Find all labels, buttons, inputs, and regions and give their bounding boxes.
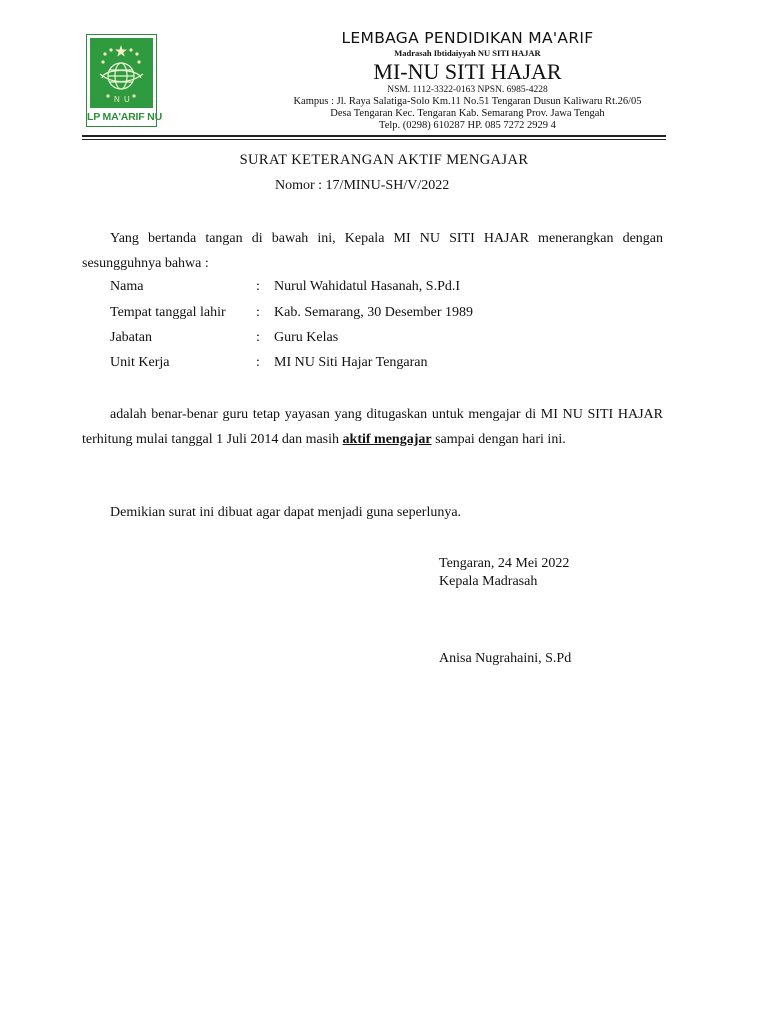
field-colon: :	[256, 279, 260, 294]
logo-emblem	[90, 38, 153, 108]
intro-paragraph: Yang bertanda tangan di bawah ini, Kepala MI NU SITI HAJAR menerangkan dengan sesungguhnya bahwa :	[82, 231, 663, 271]
phone-line: Telp. (0298) 610287 HP. 085 7272 2929 4	[379, 120, 556, 131]
header-divider-thin	[82, 139, 666, 140]
field-colon: :	[256, 355, 260, 370]
nu-globe-icon	[90, 38, 153, 108]
letter-number: Nomor : 17/MINU-SH/V/2022	[275, 178, 450, 193]
place-date: Tengaran, 24 Mei 2022	[439, 556, 570, 571]
school-ids: NSM. 1112-3322-0163 NPSN. 6985-4228	[387, 85, 548, 95]
field-label: Jabatan	[110, 330, 152, 345]
field-colon: :	[256, 305, 260, 320]
institution-name: LEMBAGA PENDIDIKAN MA'ARIF	[341, 29, 594, 47]
header-divider-thick	[82, 135, 666, 137]
body-emphasis: aktif mengajar	[342, 432, 432, 447]
signer-name: Anisa Nugrahaini, S.Pd	[439, 651, 572, 666]
field-label: Tempat tanggal lahir	[110, 305, 226, 320]
body-text-before: adalah benar-benar guru tetap yayasan yang ditugaskan untuk mengajar di MI NU SITI HAJAR terhitung mulai tanggal 1 Juli 2014 dan masih	[82, 407, 663, 447]
field-colon: :	[256, 330, 260, 345]
field-value: Nurul Wahidatul Hasanah, S.Pd.I	[274, 279, 461, 294]
address-line-1: Kampus : Jl. Raya Salatiga-Solo Km.11 No.51 Tengaran Dusun Kaliwaru Rt.26/05	[293, 96, 642, 107]
field-label: Unit Kerja	[110, 355, 170, 370]
field-value: MI NU Siti Hajar Tengaran	[274, 355, 428, 370]
body-paragraph	[82, 402, 663, 452]
logo-text: LP MA'ARIF NU	[87, 111, 162, 123]
address-line-2: Desa Tengaran Kec. Tengaran Kab. Semarang Prov. Jawa Tengah	[330, 108, 605, 119]
svg-text:N: N	[114, 95, 120, 104]
body-text-after: sampai dengan hari ini.	[431, 432, 566, 447]
field-value: Guru Kelas	[274, 330, 339, 345]
closing-paragraph: Demikian surat ini dibuat agar dapat menjadi guna seperlunya.	[110, 505, 462, 520]
signer-title: Kepala Madrasah	[439, 574, 538, 589]
letter-title: SURAT KETERANGAN AKTIF MENGAJAR	[239, 152, 529, 168]
lp-maarif-nu-logo	[86, 34, 162, 127]
madrasah-type: Madrasah Ibtidaiyyah NU SITI HAJAR	[394, 48, 541, 58]
svg-text:U: U	[124, 95, 130, 104]
field-value: Kab. Semarang, 30 Desember 1989	[274, 305, 474, 320]
school-name: MI-NU SITI HAJAR	[373, 59, 562, 84]
field-label: Nama	[110, 279, 144, 294]
